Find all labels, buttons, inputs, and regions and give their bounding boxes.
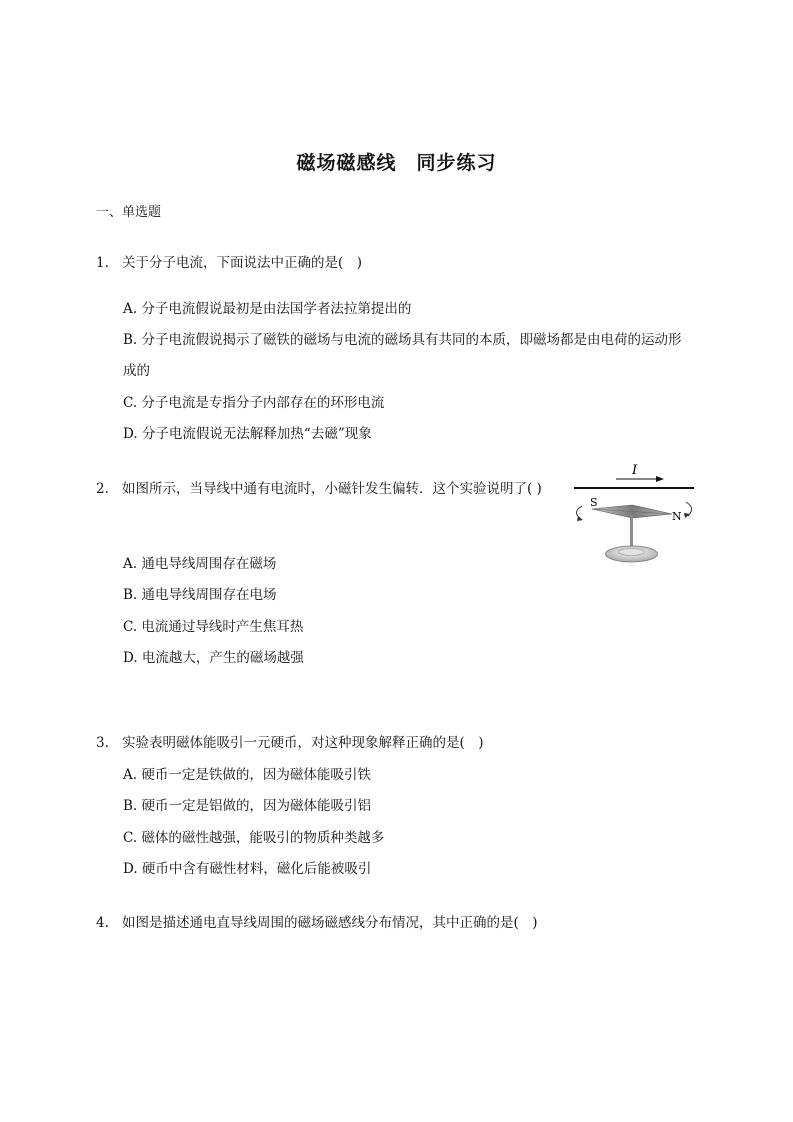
needle-stand: [630, 515, 633, 551]
option-1b-continued: 成的: [123, 363, 150, 379]
option-2c: C. 电流通过导线时产生焦耳热: [123, 619, 304, 635]
document-title: 磁场磁感线 同步练习: [296, 152, 497, 174]
option-3d: D. 硬币中含有磁性材料，磁化后能被吸引: [123, 861, 372, 877]
option-3b: B. 硬币一定是铝做的，因为磁体能吸引铝: [123, 798, 372, 814]
question-number: 1.: [96, 255, 109, 271]
question-text: 实验表明磁体能吸引一元硬币，对这种现象解释正确的是( ): [122, 735, 484, 751]
question-3: [96, 731, 484, 751]
south-pole-label: S: [590, 496, 598, 509]
option-1b: B. 分子电流假说揭示了磁铁的磁场与电流的磁场具有共同的本质，即磁场都是由电荷的运动形: [123, 332, 682, 348]
section-heading: 一、单选题: [96, 205, 162, 220]
question-number: 3.: [96, 735, 109, 751]
north-pole-label: N: [672, 510, 682, 523]
current-arrow-head: [656, 476, 664, 482]
option-1a: A. 分子电流假说最初是由法国学者法拉第提出的: [123, 301, 412, 317]
option-1d: D. 分子电流假说无法解释加热“去磁”现象: [123, 426, 372, 442]
current-label: I: [632, 463, 638, 478]
option-1c: C. 分子电流是专指分子内部存在的环形电流: [123, 395, 385, 411]
option-3c: C. 磁体的磁性越强，能吸引的物质种类越多: [123, 830, 385, 846]
question-text: 如图所示，当导线中通有电流时，小磁针发生偏转．这个实验说明了( ): [122, 481, 542, 497]
rotation-arrow-left: [576, 506, 582, 518]
question-4: [96, 911, 538, 931]
question-text: 关于分子电流，下面说法中正确的是( ): [122, 255, 363, 271]
question-text: 如图是描述通电直导线周围的磁场磁感线分布情况，其中正确的是( ): [122, 915, 538, 931]
question-2: [96, 477, 542, 497]
question-number: 4.: [96, 915, 109, 931]
option-3a: A. 硬币一定是铁做的，因为磁体能吸引铁: [123, 767, 371, 783]
option-2d: D. 电流越大，产生的磁场越强: [123, 650, 304, 666]
question-1: [96, 251, 362, 271]
option-2a: A. 通电导线周围存在磁场: [123, 556, 277, 572]
question-number: 2.: [96, 481, 109, 497]
option-2b: B. 通电导线周围存在电场: [123, 587, 277, 603]
